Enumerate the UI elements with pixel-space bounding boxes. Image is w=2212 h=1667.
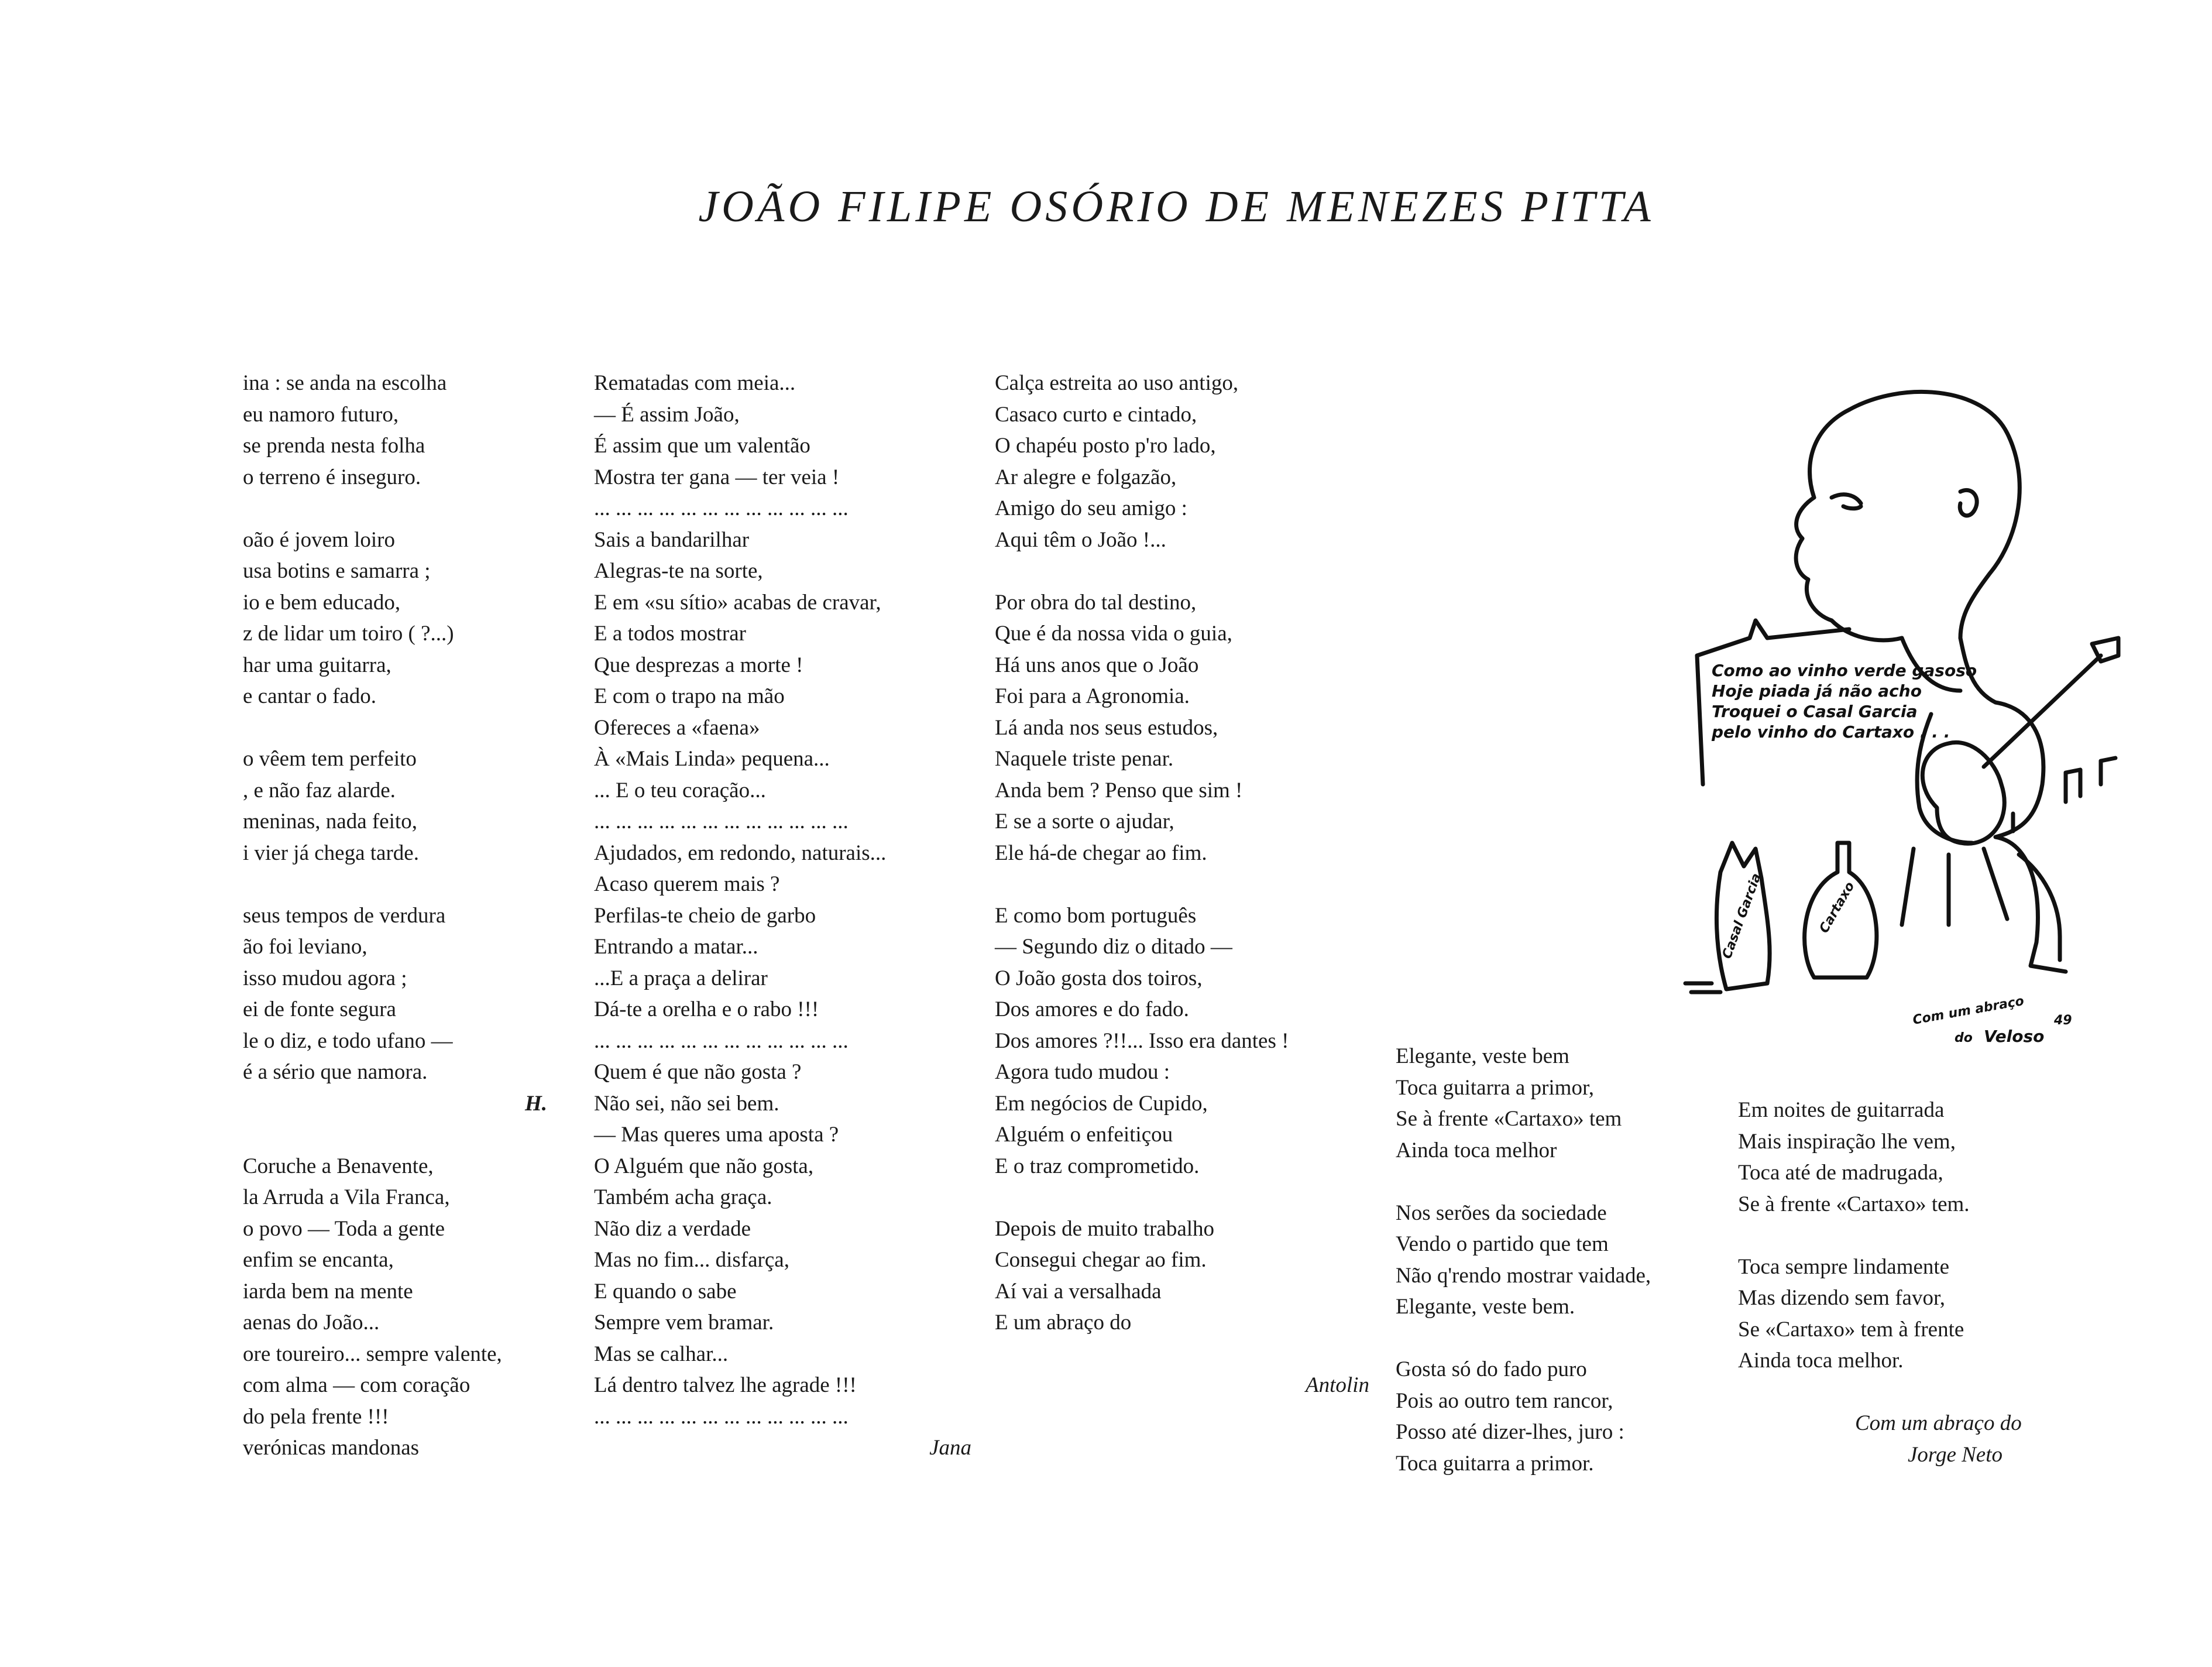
poem-line: iarda bem na mente (243, 1279, 413, 1304)
poem-line: Não diz a verdade (594, 1216, 751, 1241)
poem-line: Ele há-de chegar ao fim. (995, 841, 1207, 865)
eye (1843, 506, 1861, 509)
poem-column-3 (995, 368, 1369, 1401)
poem-line: o vêem tem perfeito (243, 747, 417, 771)
poem-line: ei de fonte segura (243, 997, 396, 1021)
poem-line: aenas do João... (243, 1311, 380, 1335)
poem-line: Aqui têm o João !... (995, 527, 1166, 552)
poem-line: — É assim João, (594, 402, 740, 427)
poem-line: Elegante, veste bem (1396, 1044, 1569, 1068)
poem-line: O chapéu posto p'ro lado, (995, 434, 1216, 458)
poem-line: Pois ao outro tem rancor, (1396, 1388, 1613, 1413)
bottle-right-label: Cartaxo (1816, 879, 1858, 936)
poem-line: Mas dizendo sem favor, (1738, 1286, 1946, 1310)
stanza (995, 900, 1369, 1182)
speech-line: Como ao vinho verde gasoso (1712, 661, 1977, 680)
poem-line: Mas no fim... disfarça, (594, 1248, 789, 1272)
poem-line: Se à frente «Cartaxo» tem (1396, 1107, 1622, 1131)
poem-line: ... ... ... ... ... ... ... ... ... ... ... ... (594, 1028, 849, 1053)
signature-h: H. (524, 1091, 547, 1116)
poem-line: E se a sorte o ajudar, (995, 810, 1174, 834)
poem-line: Ainda toca melhor. (1738, 1349, 1904, 1373)
poem-line: har uma guitarra, (243, 653, 391, 677)
speech-line: Hoje piada já não acho (1712, 681, 1922, 701)
poem-line: Nos serões da sociedade (1396, 1200, 1607, 1225)
poem-line: E o traz comprometido. (995, 1154, 1200, 1178)
poem-line: Rematadas com meia... (594, 371, 796, 395)
poem-line: ina : se anda na escolha (243, 371, 447, 395)
stanza (1396, 1354, 1723, 1479)
poem-line: Alguém o enfeitiçou (995, 1123, 1173, 1147)
poem-line: Aí vai a versalhada (995, 1279, 1162, 1304)
poem-line: Ofereces a «faena» (594, 715, 760, 740)
poem-line: Acaso querem mais ? (594, 872, 780, 896)
poem-line: Vendo o partido que tem (1396, 1232, 1609, 1256)
poem-line: enfim se encanta, (243, 1248, 394, 1272)
poem-line: z de lidar um toiro ( ?...) (243, 622, 454, 646)
stanza (995, 368, 1369, 555)
poem-line: Coruche a Benavente, (243, 1154, 434, 1178)
face-profile (1796, 410, 1902, 640)
poem-line: Dos amores ?!!... Isso era dantes ! (995, 1028, 1289, 1053)
eyebrow (1832, 495, 1861, 503)
poem-line: — Mas queres uma aposta ? (594, 1123, 839, 1147)
stanza (995, 587, 1369, 869)
poem-line (243, 712, 571, 744)
poem-line: Ar alegre e folgazão, (995, 465, 1177, 489)
poem-line: Lá anda nos seus estudos, (995, 715, 1218, 740)
poem-line: se prenda nesta folha (243, 434, 425, 458)
poem-line: usa botins e samarra ; (243, 559, 431, 583)
signature-jana: Jana (929, 1436, 971, 1460)
poem-line: Perfilas-te cheio de garbo (594, 903, 816, 928)
poem-line: À «Mais Linda» pequena... (594, 747, 830, 771)
poem-line: , e não faz alarde. (243, 778, 396, 802)
poem-line: Sempre vem bramar. (594, 1311, 774, 1335)
poem-line: E a todos mostrar (594, 622, 746, 646)
poem-line: le o diz, e todo ufano — (243, 1028, 453, 1053)
artist-year: 49 (2054, 1013, 2072, 1028)
poem-line: Toca guitarra a primor, (1396, 1075, 1595, 1100)
poem-line: Ainda toca melhor (1396, 1138, 1557, 1162)
poem-line: Consegui chegar ao fim. (995, 1248, 1207, 1272)
poem-line: O Alguém que não gosta, (594, 1154, 814, 1178)
bottle-left-label: Casal Garcia (1719, 871, 1764, 961)
poem-line: meninas, nada feito, (243, 810, 417, 834)
poem-line: verónicas mandonas (243, 1436, 420, 1460)
dedication-text: Com um abraço (1911, 993, 2025, 1028)
poem-line: E como bom português (995, 903, 1197, 928)
poem-line: Mostra ter gana — ter veia ! (594, 465, 840, 489)
poem-line: ...E a praça a delirar (594, 966, 768, 990)
speech-line: Troquei o Casal Garcia (1712, 702, 1918, 721)
poem-line: Mas se calhar... (594, 1342, 729, 1366)
poem-line: Se à frente «Cartaxo» tem. (1738, 1192, 1970, 1216)
poem-line: Dá-te a orelha e o rabo !!! (594, 997, 819, 1021)
poem-line: Naquele triste penar. (995, 747, 1174, 771)
poem-line: io e bem educado, (243, 590, 401, 615)
poem-line: seus tempos de verdura (243, 903, 446, 928)
artist-signature: Veloso (1984, 1027, 2045, 1046)
poem-line: ... ... ... ... ... ... ... ... ... ... ... ... (594, 1404, 849, 1429)
page-title: JOÃO FILIPE OSÓRIO DE MENEZES PITTA (698, 182, 1654, 231)
poem-line: Quem é que não gosta ? (594, 1060, 802, 1084)
poem-line: É assim que um valentão (594, 434, 810, 458)
poem-line: Entrando a matar... (594, 935, 758, 959)
poem-line: Lá dentro talvez lhe agrade !!! (594, 1373, 857, 1397)
head-outline (1849, 392, 2019, 638)
stanza (1396, 1198, 1723, 1323)
caricature-illustration (1656, 363, 2136, 1065)
poem-line: e cantar o fado. (243, 684, 377, 708)
poem-line: Não sei, não sei bem. (594, 1091, 779, 1116)
poem-line: com alma — com coração (243, 1373, 470, 1397)
poem-line: ore toureiro... sempre valente, (243, 1342, 502, 1366)
poem-line: Gosta só do fado puro (1396, 1357, 1587, 1381)
poem-line: ão foi leviano, (243, 935, 367, 959)
poem-column-1 (243, 368, 571, 1464)
poem-line: o povo — Toda a gente (243, 1216, 445, 1241)
poem-line: ... ... ... ... ... ... ... ... ... ... ... ... (594, 496, 849, 520)
poem-line: Foi para a Agronomia. (995, 684, 1190, 708)
poem-line (243, 493, 571, 524)
poem-line: Alegras-te na sorte, (594, 559, 763, 583)
poem-line: isso mudou agora ; (243, 966, 407, 990)
poem-line: Anda bem ? Penso que sim ! (995, 778, 1243, 802)
poem-line: Mais inspiração lhe vem, (1738, 1129, 1956, 1154)
poem-line: eu namoro futuro, (243, 402, 399, 427)
poem-line: Também acha graça. (594, 1185, 772, 1209)
stanza (1738, 1251, 2066, 1377)
poem-line: Elegante, veste bem. (1396, 1295, 1575, 1319)
poem-line: Toca sempre lindamente (1738, 1254, 1950, 1279)
poem-line: Que é da nossa vida o guia, (995, 622, 1232, 646)
poem-line: do pela frente !!! (243, 1404, 389, 1429)
signature-dedication: Com um abraço do (1855, 1411, 2022, 1435)
poem-line: é a sério que namora. (243, 1060, 428, 1084)
poem-line: o terreno é inseguro. (243, 465, 421, 489)
dedication-text: do (1955, 1031, 1973, 1045)
poem-line: Amigo do seu amigo : (995, 496, 1187, 520)
poem-line: i vier já chega tarde. (243, 841, 419, 865)
poem-line: Se «Cartaxo» tem à frente (1738, 1317, 1964, 1342)
poem-line: — Segundo diz o ditado — (995, 935, 1232, 959)
poem-line: E um abraço do (995, 1311, 1132, 1335)
poem-lines (594, 368, 980, 1432)
poem-line: Posso até dizer-lhes, juro : (1396, 1420, 1624, 1444)
poem-line: Casaco curto e cintado, (995, 402, 1197, 427)
ear (1960, 490, 1977, 516)
poem-line: ... ... ... ... ... ... ... ... ... ... ... ... (594, 810, 849, 834)
poem-column-5 (1738, 1095, 2066, 1470)
poem-line: Sais a bandarilhar (594, 527, 750, 552)
poem-lines (243, 1151, 571, 1464)
stanza (995, 1213, 1369, 1339)
poem-line: Em noites de guitarrada (1738, 1098, 1945, 1122)
poem-line: Depois de muito trabalho (995, 1216, 1215, 1241)
poem-line: Ajudados, em redondo, naturais... (594, 841, 887, 865)
signature-jorge-neto: Jorge Neto (1908, 1442, 2003, 1467)
poem-lines (243, 368, 571, 1088)
stanza (1738, 1095, 2066, 1220)
poem-line: O João gosta dos toiros, (995, 966, 1203, 990)
poem-line: oão é jovem loiro (243, 527, 395, 552)
poem-column-4 (1396, 1041, 1723, 1479)
poem-line: Calça estreita ao uso antigo, (995, 371, 1239, 395)
poem-line: ... E o teu coração... (594, 778, 766, 802)
poem-line: Há uns anos que o João (995, 653, 1199, 677)
poem-line: Não q'rendo mostrar vaidade, (1396, 1263, 1651, 1288)
poem-line: Que desprezas a morte ! (594, 653, 803, 677)
poem-column-2 (594, 368, 980, 1464)
poem-line: E quando o sabe (594, 1279, 737, 1304)
poem-line (243, 869, 571, 900)
poem-line: Toca guitarra a primor. (1396, 1451, 1594, 1476)
poem-line: E com o trapo na mão (594, 684, 785, 708)
poem-line: E em «su sítio» acabas de cravar, (594, 590, 881, 615)
poem-line: Dos amores e do fado. (995, 997, 1189, 1021)
signature-antolin: Antolin (1306, 1373, 1369, 1397)
poem-line: Em negócios de Cupido, (995, 1091, 1208, 1116)
poem-line: Agora tudo mudou : (995, 1060, 1170, 1084)
poem-line: Por obra do tal destino, (995, 590, 1197, 615)
poem-line: Toca até de madrugada, (1738, 1161, 1943, 1185)
poem-line: la Arruda a Vila Franca, (243, 1185, 450, 1209)
speech-line: pelo vinho do Cartaxo . . . (1712, 722, 1950, 742)
